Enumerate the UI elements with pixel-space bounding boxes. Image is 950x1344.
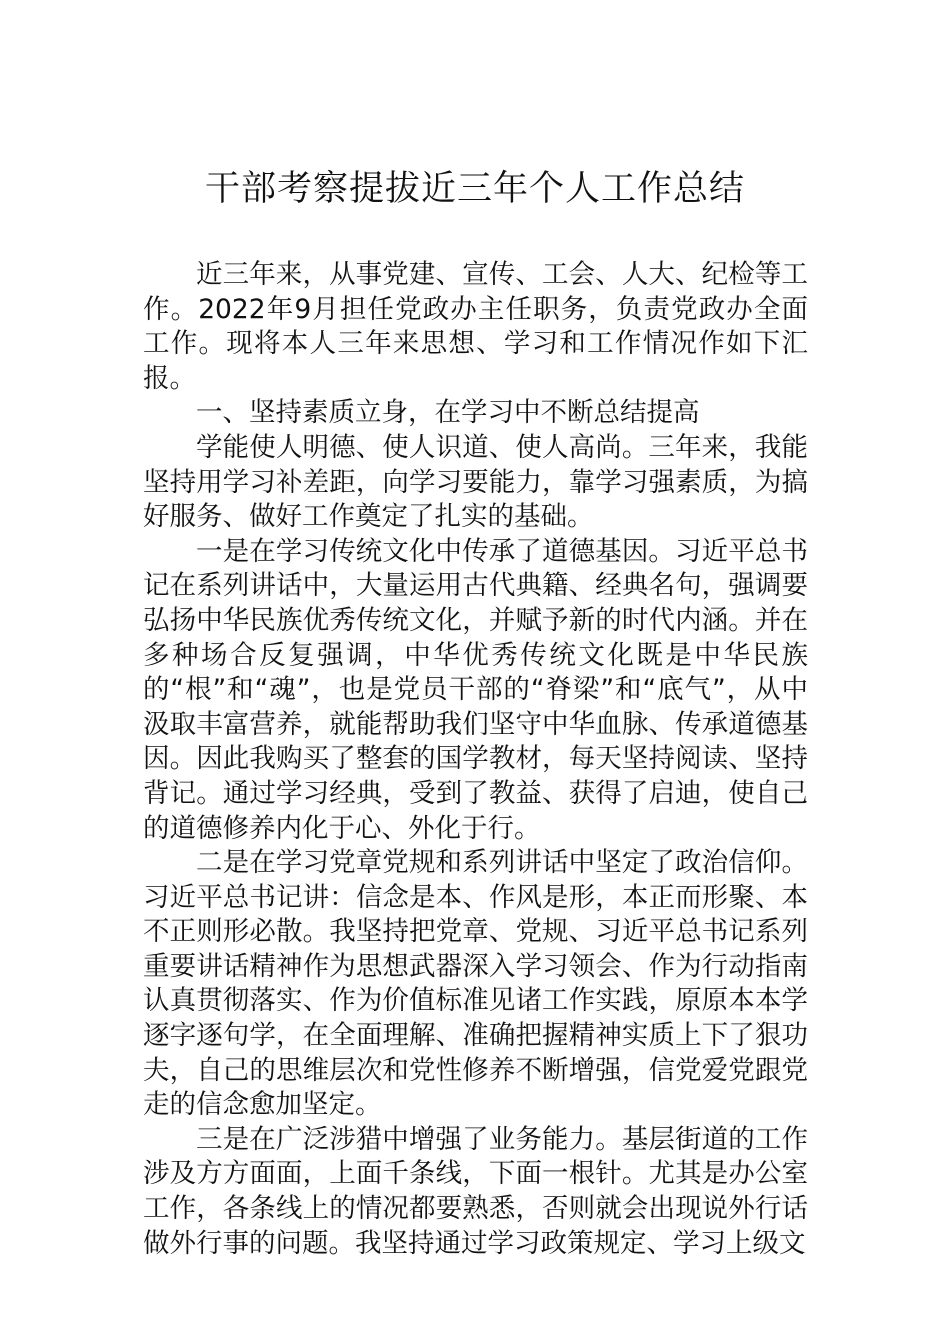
point-one-paragraph: 一是在学习传统文化中传承了道德基因。习近平总书记在系列讲话中，大量运用古代典籍、经典名句，强调要弘扬中华民族优秀传统文化，并赋予新的时代内涵。并在多种场合反复强调，中华优秀传统文化既是中华民族的“根”和“魂”，也是党员干部的“脊梁”和“底气”，从中汲取丰富营养，就能帮助我们坚守中华血脉、传承道德基因。因此我购买了整套的国学教材，每天坚持阅读、坚持背记。通过学习经典，受到了教益、获得了启迪，使自己的道德修养内化于心、外化于行。	[143, 535, 808, 844]
document-title: 干部考察提拔近三年个人工作总结	[204, 169, 745, 209]
section-intro-paragraph: 学能使人明德、使人识道、使人高尚。三年来，我能坚持用学习补差距，向学习要能力，靠学习强素质，为搞好服务、做好工作奠定了扎实的基础。	[143, 431, 808, 533]
document-body	[143, 258, 808, 1261]
point-two-paragraph: 二是在学习党章党规和系列讲话中坚定了政治信仰。习近平总书记讲：信念是本、作风是形，本正而形聚、本不正则形必散。我坚持把党章、党规、习近平总书记系列重要讲话精神作为思想武器深入学习领会、作为行动指南认真贯彻落实、作为价值标准见诸工作实践，原原本本学逐字逐句学，在全面理解、准确把握精神实质上下了狠功夫，自己的思维层次和党性修养不断增强，信党爱党跟党走的信念愈加坚定。	[143, 847, 808, 1121]
point-three-paragraph: 三是在广泛涉猎中增强了业务能力。基层街道的工作涉及方方面面，上面千条线，下面一根针。尤其是办公室工作，各条线上的情况都要熟悉，否则就会出现说外行话做外行事的问题。我坚持通过学习政策规定、学习上级文	[143, 1123, 808, 1259]
section-heading: 一、坚持素质立身，在学习中不断总结提高	[196, 397, 700, 429]
intro-paragraph: 近三年来，从事党建、宣传、工会、人大、纪检等工作。2022年9月担任党政办主任职务，负责党政办全面工作。现将本人三年来思想、学习和工作情况作如下汇报。	[143, 259, 808, 394]
